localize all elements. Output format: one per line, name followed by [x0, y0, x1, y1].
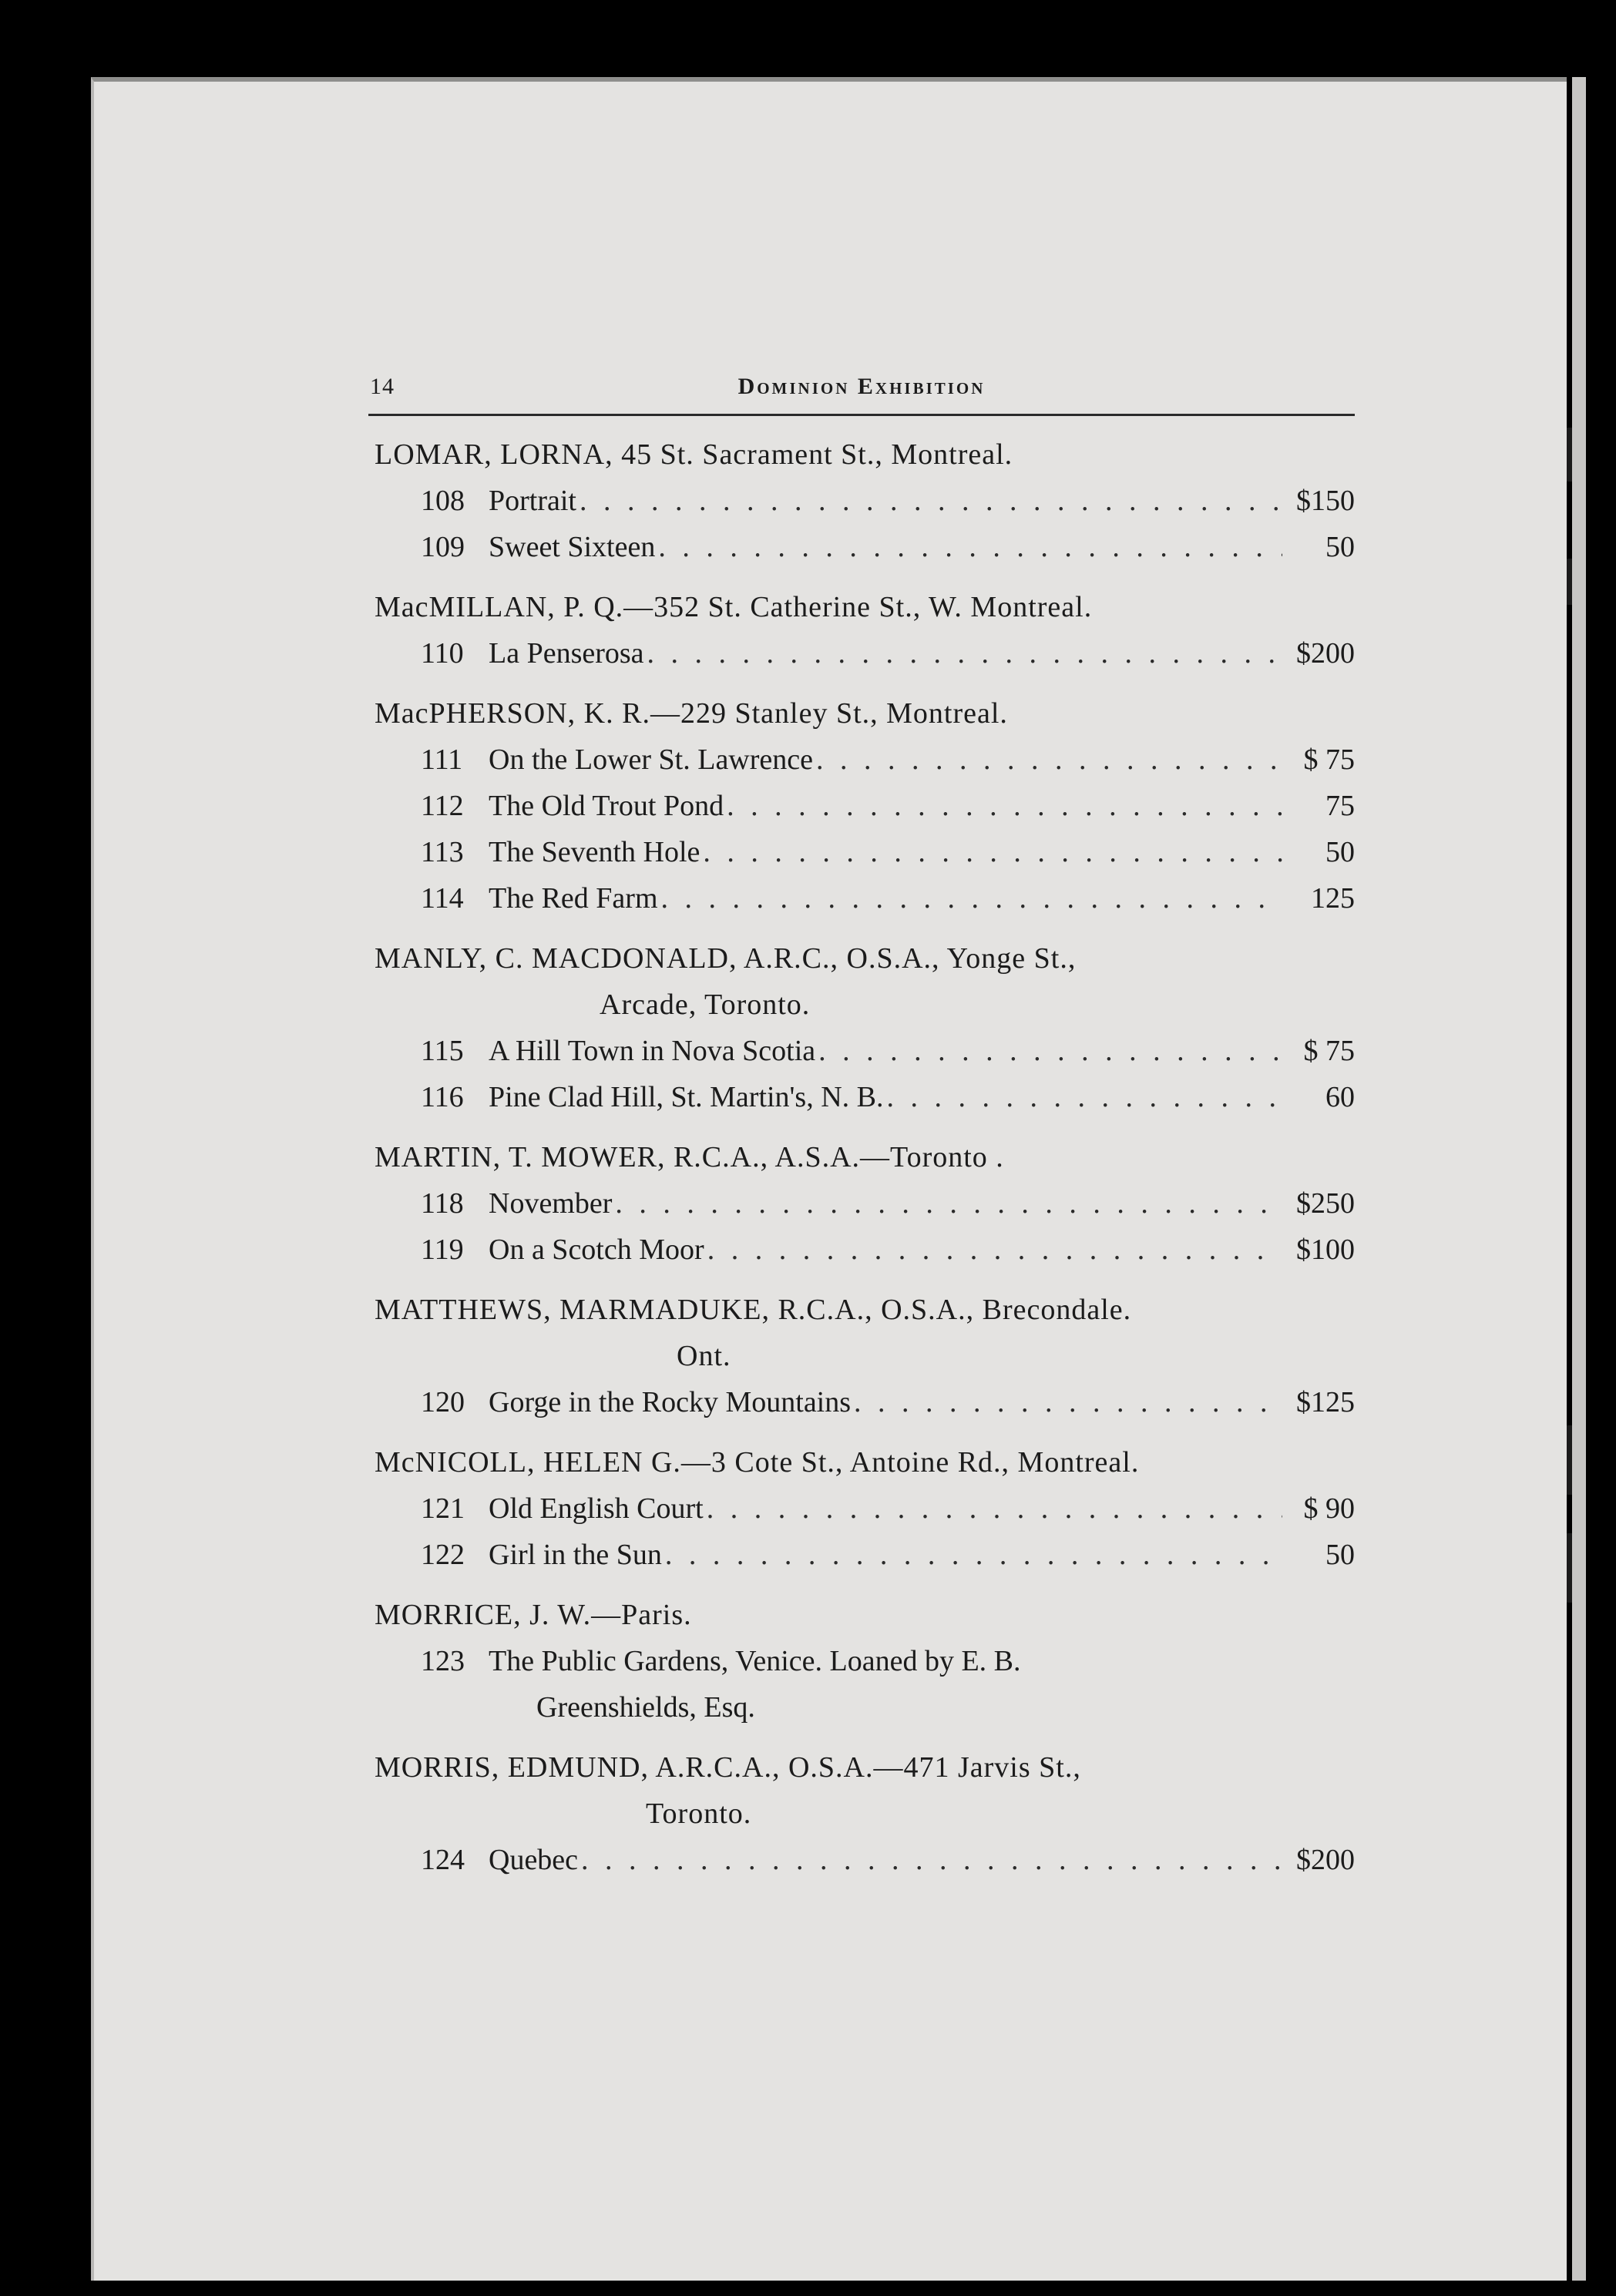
catalogue-entry	[368, 829, 1355, 875]
artist-heading: MATTHEWS, MARMADUKE, R.C.A., O.S.A., Brecondale.	[375, 1294, 1132, 1326]
artist-heading: MORRICE, J. W.—Paris.	[375, 1599, 692, 1631]
artist-heading: MORRIS, EDMUND, A.R.C.A., O.S.A.—471 Jarvis St.,	[375, 1751, 1081, 1784]
entry-title: The Seventh Hole	[489, 836, 700, 868]
running-head-title: Dominion Exhibition	[737, 374, 986, 399]
entry-title: A Hill Town in Nova Scotia	[489, 1035, 816, 1067]
catalogue-entry	[368, 1074, 1355, 1120]
entry-price: 50	[1325, 531, 1355, 563]
catalogue-entry	[368, 1485, 1355, 1532]
catalogue-entry	[368, 1180, 1355, 1227]
running-head	[368, 374, 1355, 403]
artist-heading: MANLY, C. MACDONALD, A.R.C., O.S.A., Yonge St.,	[375, 942, 1077, 975]
entry-number: 110	[421, 637, 464, 670]
entry-price: $250	[1296, 1187, 1355, 1220]
entry-price: $ 90	[1303, 1492, 1355, 1525]
entry-title: Portrait	[489, 485, 576, 517]
catalogue-content	[368, 374, 1355, 1883]
entry-number: 113	[421, 836, 464, 868]
artist-heading: McNICOLL, HELEN G.—3 Cote St., Antoine Rd., Montreal.	[375, 1446, 1140, 1479]
entry-number: 111	[421, 744, 463, 776]
entry-title: Quebec	[489, 1844, 579, 1876]
entry-number: 121	[421, 1492, 465, 1525]
entry-price: $150	[1296, 485, 1355, 517]
entry-title: Girl in the Sun	[489, 1539, 662, 1571]
entry-number: 116	[421, 1081, 464, 1113]
leader-dots	[647, 630, 1282, 676]
entry-price: $200	[1296, 637, 1355, 670]
catalogue-entry	[368, 737, 1355, 783]
entry-title: November	[489, 1187, 613, 1220]
catalogue-entry	[368, 478, 1355, 524]
catalogue-entry	[368, 1028, 1355, 1074]
leader-dots	[580, 478, 1282, 524]
entry-number: 118	[421, 1187, 464, 1220]
leader-dots	[818, 1028, 1282, 1074]
entry-number: 124	[421, 1844, 465, 1876]
entry-title: Old English Court	[489, 1492, 704, 1525]
page-edge	[1572, 77, 1586, 2281]
entry-number: 112	[421, 790, 464, 822]
margin-mark	[1567, 559, 1572, 605]
leader-dots	[816, 737, 1282, 783]
entry-title: On the Lower St. Lawrence	[489, 744, 814, 776]
header-rule	[368, 414, 1355, 416]
catalogue-entry	[368, 524, 1355, 570]
leader-dots	[581, 1837, 1282, 1883]
leader-dots	[707, 1227, 1282, 1273]
leader-dots	[886, 1074, 1282, 1120]
entry-number: 122	[421, 1539, 465, 1571]
entry-number: 108	[421, 485, 465, 517]
entry-price: 60	[1325, 1081, 1355, 1113]
entry-number: 123	[421, 1645, 465, 1677]
entry-title: La Penserosa	[489, 637, 644, 670]
entry-price: $ 75	[1303, 744, 1355, 776]
leader-dots	[661, 875, 1282, 921]
entry-price: $125	[1296, 1386, 1355, 1418]
entry-price: 50	[1325, 1539, 1355, 1571]
catalogue-entry	[368, 783, 1355, 829]
catalogue-entry	[368, 1227, 1355, 1273]
margin-mark	[1567, 1425, 1572, 1495]
entry-title: Sweet Sixteen	[489, 531, 656, 563]
entry-title: Gorge in the Rocky Mountains	[489, 1386, 852, 1418]
margin-mark	[1567, 428, 1572, 482]
leader-dots	[707, 1485, 1282, 1532]
entry-title: Pine Clad Hill, St. Martin's, N. B.	[489, 1081, 884, 1113]
entry-title: The Red Farm	[489, 882, 658, 915]
artist-heading: MARTIN, T. MOWER, R.C.A., A.S.A.—Toronto .	[375, 1141, 1004, 1173]
entry-title-continued: Greenshields, Esq.	[536, 1691, 755, 1724]
entry-title: On a Scotch Moor	[489, 1234, 704, 1266]
catalogue-entry	[368, 1638, 1355, 1684]
leader-dots	[727, 783, 1282, 829]
margin-mark	[1567, 1533, 1572, 1603]
catalogue-entry	[368, 1532, 1355, 1578]
entry-price: $200	[1296, 1844, 1355, 1876]
leader-dots	[658, 524, 1282, 570]
artist-heading: MacPHERSON, K. R.—229 Stanley St., Montreal.	[375, 697, 1008, 730]
entry-number: 120	[421, 1386, 465, 1418]
entry-number: 109	[421, 531, 465, 563]
entry-price: $ 75	[1303, 1035, 1355, 1067]
leader-dots	[854, 1379, 1282, 1425]
catalogue-entry	[368, 875, 1355, 921]
catalogue-entry	[368, 630, 1355, 676]
entry-price: 125	[1311, 882, 1355, 915]
page-number: 14	[370, 374, 395, 399]
catalogue-entry	[368, 1837, 1355, 1883]
entry-number: 115	[421, 1035, 464, 1067]
leader-dots	[665, 1532, 1282, 1578]
entry-title: The Public Gardens, Venice. Loaned by E. B.	[489, 1645, 1021, 1677]
entry-title: The Old Trout Pond	[489, 790, 724, 822]
artist-heading: MacMILLAN, P. Q.—352 St. Catherine St., W. Montreal.	[375, 591, 1093, 623]
entry-price: 75	[1325, 790, 1355, 822]
artist-heading: LOMAR, LORNA, 45 St. Sacrament St., Montreal.	[375, 438, 1013, 471]
catalogue-entry	[368, 1379, 1355, 1425]
artist-heading-continued: Arcade, Toronto.	[600, 989, 811, 1021]
entry-price: $100	[1296, 1234, 1355, 1266]
leader-dots	[615, 1180, 1282, 1227]
artist-heading-continued: Ont.	[677, 1340, 731, 1372]
entry-price: 50	[1325, 836, 1355, 868]
entry-number: 119	[421, 1234, 464, 1266]
entry-number: 114	[421, 882, 464, 915]
leader-dots	[703, 829, 1282, 875]
artist-heading-continued: Toronto.	[646, 1798, 752, 1830]
